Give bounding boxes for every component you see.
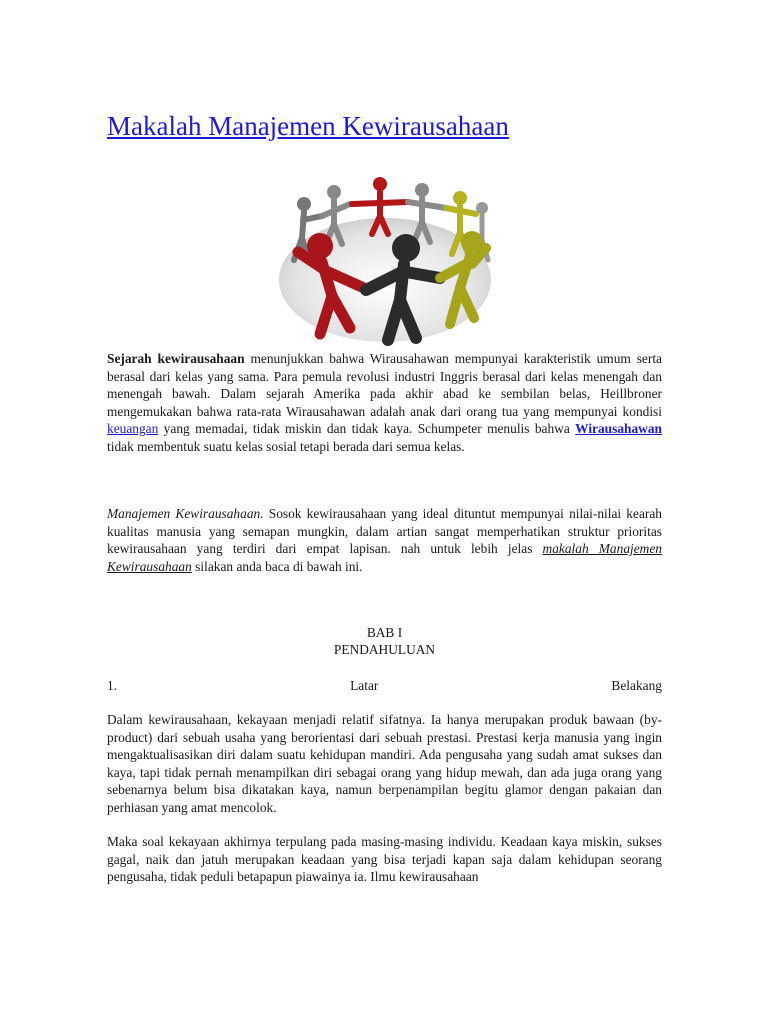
text-segment: Sosok kewirausahaan yang ideal dituntut mempunyai nilai-nilai kearah kualitas manusia yang semapan mungkin, dalam artian sangat memperhatikan struktur prioritas kewirausahaan yang terdiri dari empat lapisan. nah untuk lebih jelas [107, 506, 662, 557]
section-word-latar: Latar [350, 678, 379, 693]
section-number: 1. [107, 678, 118, 693]
link-wirausahawan[interactable]: Wirausahawan [575, 421, 662, 437]
link-makalah[interactable]: makalah Manajemen Kewirausahaan [107, 541, 662, 574]
chapter-number: BAB I [366, 625, 403, 640]
paragraph-sejarah [107, 350, 662, 456]
italic-lead: Manajemen Kewirausahaan. [107, 506, 264, 521]
text-segment: menunjukkan bahwa Wirausahawan mempunyai karakteristik umum serta berasal dari kelas yang sama. Para pemula revolusi industri Inggris berasal dari kelas menengah dan menengah bawah. Dalam sejarah Amerika pada akhir abad ke sembilan belas, Heillbroner mengemukakan bahwa rata-rata Wirausahawan adalah anak dari orang tua yang mempunyai kondisi [107, 351, 662, 419]
paragraph-individu: Maka soal kekayaan akhirnya terpulang pada masing-masing individu. Keadaan kaya miskin, sukses gagal, naik dan jatuh merupakan keadaan yang bisa terjadi kapan saja dalam kehidupan seorang pengusaha, tidak peduli betapapun piawainya ia. Ilmu kewirausahaan [107, 834, 662, 885]
document-title[interactable]: Makalah Manajemen Kewirausahaan [107, 111, 509, 141]
paragraph-kekayaan: Dalam kewirausahaan, kekayaan menjadi relatif sifatnya. Ia hanya merupakan produk bawaan (by-product) dari sebuah usaha yang berorientasi dari sebuah prestasi. Prestasi kerja manusia yang ingin mengaktualisasikan diri dalam suatu kehidupan mandiri. Ada pengusaha yang sudah amat sukses dan kaya, tapi tidak pernah menampilkan diri sebagai orang yang hidup mewah, dan ada juga orang yang sebenarnya belum bisa dikatakan kaya, namun berpenampilan begitu glamor dengan pakaian dan perhiasan yang amat mencolok. [107, 712, 662, 815]
text-segment: tidak membentuk suatu kelas sosial tetapi berada dari semua kelas. [107, 438, 465, 454]
people-circle-illustration [276, 168, 494, 348]
section-heading-latar-belakang [107, 677, 662, 695]
link-keuangan[interactable]: keuangan [107, 421, 159, 437]
text-segment: silakan anda baca di bawah ini. [191, 558, 363, 574]
bold-lead: Sejarah kewirausahaan [107, 351, 245, 366]
chapter-title: PENDAHULUAN [333, 642, 436, 657]
text-segment: yang memadai, tidak miskin dan tidak kaya. Schumpeter menulis bahwa [158, 421, 576, 437]
paragraph-manajemen [107, 505, 662, 575]
section-word-belakang: Belakang [611, 678, 662, 693]
